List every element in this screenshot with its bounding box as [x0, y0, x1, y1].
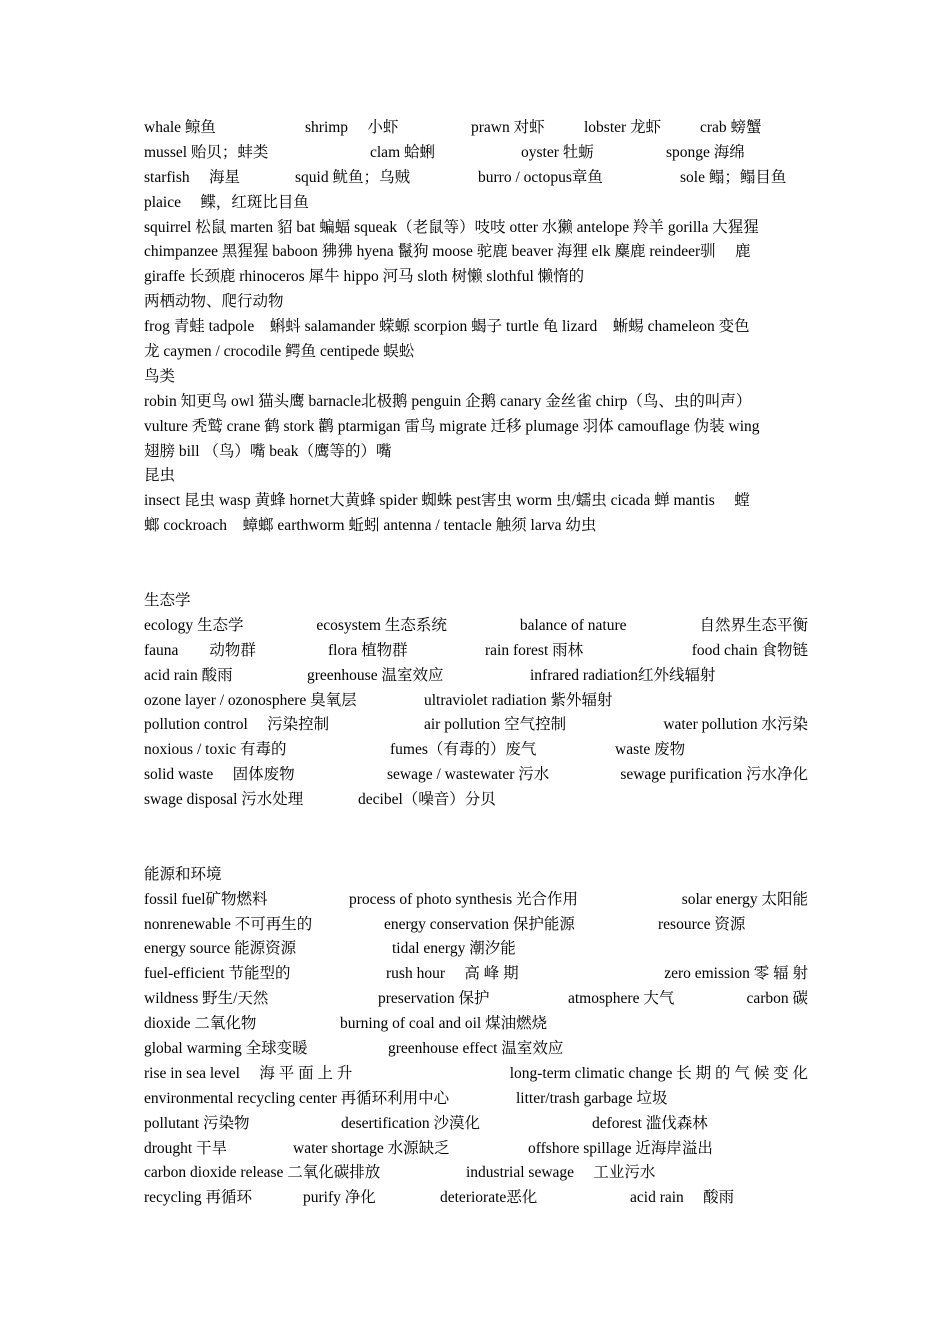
vocab-entry: pollution control 污染控制: [144, 716, 330, 734]
vocab-entry: ecosystem 生态系统: [316, 616, 447, 634]
vocab-entry: shrimp 小虾: [305, 119, 399, 136]
vocab-entry: process of photo synthesis 光合作用: [349, 890, 579, 908]
vocab-entry: recycling 再循环: [144, 1189, 253, 1207]
vocab-entry: litter/trash garbage 垃圾: [516, 1089, 668, 1107]
section-heading: 生态学: [144, 591, 191, 609]
vocab-entry: wildness 野生/天然: [144, 990, 269, 1008]
text-line: [144, 1062, 808, 1087]
vocab-entry: mussel 贻贝；蚌类: [144, 143, 269, 161]
vocab-entry: dioxide 二氧化物: [144, 1015, 257, 1033]
vocab-entry: deteriorate恶化: [440, 1189, 538, 1207]
vocab-entry: crab 螃蟹: [700, 119, 762, 136]
vocab-entry: tidal energy 潮汐能: [392, 940, 516, 958]
text-line: [144, 788, 808, 813]
vocab-entry: industrial sewage 工业污水: [466, 1164, 656, 1182]
vocab-entry: 自然界生态平衡: [699, 616, 808, 634]
text-line: insect 昆虫 wasp 黄蜂 hornet大黄蜂 spider 蜘蛛 pest害虫 worm 虫/蠕虫 cicada 蝉 mantis 螳: [144, 492, 750, 510]
text-line: [144, 141, 808, 166]
vocab-entry: resource 资源: [658, 915, 746, 933]
vocab-entry: whale 鲸鱼: [144, 119, 216, 136]
text-line: [144, 1186, 808, 1211]
vocab-entry: air pollution 空气控制: [424, 716, 567, 734]
vocab-entry: zero emission 零 辐 射: [664, 965, 808, 983]
text-line: [144, 763, 808, 788]
text-line: [144, 1112, 808, 1137]
vocab-entry: ozone layer / ozonosphere 臭氧层: [144, 691, 357, 709]
vocab-entry: ultraviolet radiation 紫外辐射: [424, 691, 613, 709]
vocab-entry: fumes（有毒的）废气: [390, 741, 537, 759]
text-line: [144, 240, 808, 265]
text-line: [144, 664, 808, 689]
vocab-entry: chimpanzee 黑猩猩 baboon 狒狒 hyena 鬣狗 moose 驼鹿 beaver 海狸 elk 麋鹿 reindeer驯 鹿: [144, 243, 751, 261]
vocab-entry: plaice 鲽，红斑比目鱼: [144, 193, 309, 211]
vocab-entry: carbon 碳: [746, 990, 808, 1008]
vocab-entry: sponge 海绵: [666, 143, 745, 161]
text-line: [144, 614, 808, 639]
vocab-entry: fuel-efficient 节能型的: [144, 965, 291, 983]
vocab-entry: burro / octopus章鱼: [478, 168, 603, 186]
document-page: [144, 116, 808, 1211]
text-line: vulture 秃鹫 crane 鹤 stork 鹳 ptarmigan 雷鸟 migrate 迁移 plumage 羽体 camouflage 伪装 wing: [144, 417, 760, 435]
vocab-entry: drought 干旱: [144, 1139, 228, 1157]
text-line: 翅膀 bill （鸟）嘴 beak（鹰等的）嘴: [144, 442, 392, 460]
text-line: [144, 962, 808, 987]
vocab-entry: acid rain 酸雨: [144, 666, 233, 684]
text-line: [144, 191, 808, 216]
text-line: [144, 738, 808, 763]
vocab-entry: water pollution 水污染: [663, 716, 808, 734]
text-line: [144, 639, 808, 664]
text-line: [144, 913, 808, 938]
vocab-entry: infrared radiation红外线辐射: [530, 666, 716, 684]
vocab-entry: oyster 牡蛎: [521, 143, 594, 161]
section-spacer: [144, 813, 808, 863]
text-line: [144, 888, 808, 913]
vocab-entry: waste 废物: [615, 741, 686, 759]
text-line: 螂 cockroach 蟑螂 earthworm 蚯蚓 antenna / tentacle 触须 larva 幼虫: [144, 517, 597, 535]
vocab-entry: energy conservation 保护能源: [384, 915, 575, 933]
section-heading: 鸟类: [144, 367, 176, 385]
vocab-entry: desertification 沙漠化: [341, 1114, 481, 1132]
vocab-entry: greenhouse effect 温室效应: [388, 1039, 564, 1057]
vocab-entry: offshore spillage 近海岸溢出: [528, 1139, 713, 1157]
vocab-entry: lobster 龙虾: [584, 119, 662, 136]
vocab-entry: atmosphere 大气: [568, 990, 675, 1008]
vocab-entry: sewage / wastewater 污水: [387, 766, 550, 784]
vocab-entry: ecology 生态学: [144, 616, 244, 634]
vocab-entry: preservation 保护: [378, 990, 490, 1008]
vocab-entry: energy source 能源资源: [144, 940, 297, 958]
section-heading: 两栖动物、爬行动物: [144, 293, 284, 311]
vocab-entry: food chain 食物链: [691, 641, 808, 659]
text-line: 龙 caymen / crocodile 鳄鱼 centipede 蜈蚣: [144, 343, 415, 361]
vocab-entry: rush hour 高 峰 期: [386, 965, 519, 983]
text-line: frog 青蛙 tadpole 蝌蚪 salamander 蝾螈 scorpion 蝎子 turtle 龟 lizard 蜥蜴 chameleon 变色: [144, 318, 750, 336]
vocab-entry: solar energy 太阳能: [681, 890, 808, 908]
vocab-entry: water shortage 水源缺乏: [293, 1139, 450, 1157]
vocab-entry: flora 植物群: [328, 641, 408, 659]
vocab-entry: fossil fuel矿物燃料: [144, 890, 268, 908]
vocab-entry: acid rain 酸雨: [630, 1189, 735, 1207]
text-line: [144, 1087, 808, 1112]
vocab-entry: greenhouse 温室效应: [307, 666, 444, 684]
vocab-entry: decibel（噪音）分贝: [358, 791, 496, 809]
text-line: [144, 116, 808, 141]
text-line: [144, 265, 808, 290]
text-line: [144, 166, 808, 191]
section-heading: 昆虫: [144, 467, 176, 485]
vocab-entry: deforest 滥伐森林: [592, 1114, 708, 1132]
text-line: [144, 689, 808, 714]
vocab-entry: prawn 对虾: [471, 119, 545, 136]
vocab-entry: rise in sea level 海 平 面 上 升: [144, 1064, 353, 1082]
vocab-entry: starfish 海星: [144, 168, 241, 186]
vocab-entry: solid waste 固体废物: [144, 766, 295, 784]
vocab-entry: fauna 动物群: [144, 641, 256, 659]
vocab-entry: sewage purification 污水净化: [620, 766, 808, 784]
vocab-entry: nonrenewable 不可再生的: [144, 915, 313, 933]
vocab-entry: noxious / toxic 有毒的: [144, 741, 287, 759]
vocab-entry: squirrel 松鼠 marten 貂 bat 蝙蝠 squeak（老鼠等）吱吱 otter 水獭 antelope 羚羊 gorilla 大猩猩: [144, 218, 759, 236]
vocab-entry: long-term climatic change 长 期 的 气 候 变 化: [509, 1064, 808, 1082]
text-line: [144, 937, 808, 962]
vocab-entry: squid 鱿鱼；乌贼: [295, 168, 410, 186]
text-line: [144, 1012, 808, 1037]
vocab-entry: balance of nature: [519, 616, 627, 634]
section-heading: 能源和环境: [144, 865, 222, 883]
vocab-entry: clam 蛤蜊: [370, 143, 435, 161]
text-line: [144, 1161, 808, 1186]
vocab-entry: rain forest 雨林: [485, 641, 584, 659]
vocab-entry: sole 鳎；鳎目鱼: [680, 168, 787, 186]
text-line: robin 知更鸟 owl 猫头鹰 barnacle北极鹅 penguin 企鹅 canary 金丝雀 chirp（鸟、虫的叫声）: [144, 392, 752, 410]
vocab-entry: swage disposal 污水处理: [144, 791, 304, 809]
vocab-entry: giraffe 长颈鹿 rhinoceros 犀牛 hippo 河马 sloth 树懒 slothful 懒惰的: [144, 268, 585, 286]
text-line: [144, 713, 808, 738]
vocab-entry: carbon dioxide release 二氧化碳排放: [144, 1164, 381, 1182]
text-line: [144, 1037, 808, 1062]
section-spacer: [144, 539, 808, 589]
vocab-entry: burning of coal and oil 煤油燃烧: [340, 1015, 548, 1033]
text-line: [144, 987, 808, 1012]
text-line: [144, 216, 808, 241]
vocab-entry: pollutant 污染物: [144, 1114, 250, 1132]
vocab-entry: global warming 全球变暖: [144, 1039, 308, 1057]
vocab-entry: environmental recycling center 再循环利用中心: [144, 1089, 450, 1107]
text-line: [144, 1137, 808, 1162]
vocab-entry: purify 净化: [303, 1189, 376, 1207]
